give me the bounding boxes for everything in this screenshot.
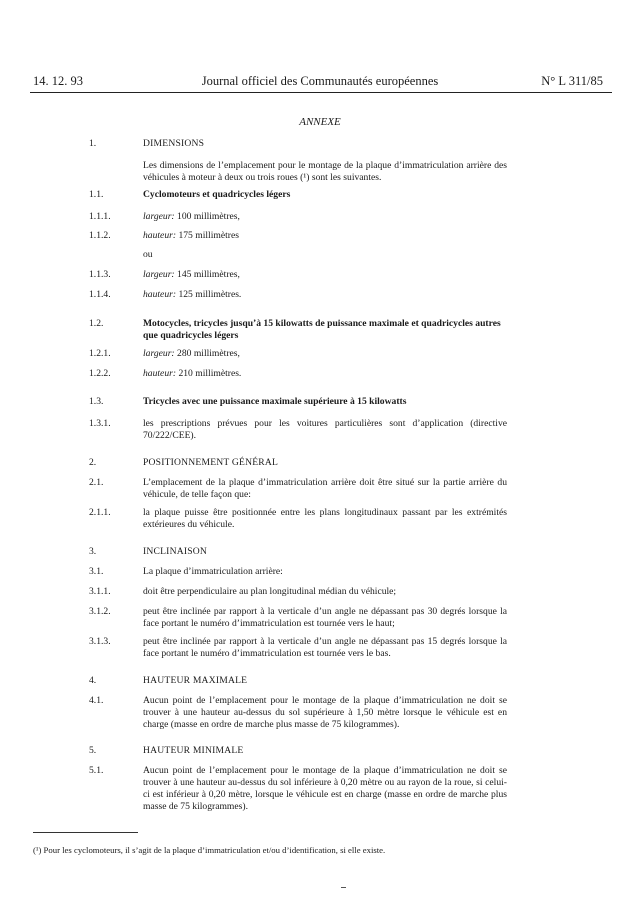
item-number: 1.3. [89, 396, 104, 407]
footnote-rule [33, 832, 138, 833]
item-text: 125 millimètres. [176, 289, 242, 300]
item-number: 4.1. [89, 695, 104, 706]
item-number: 3.1. [89, 566, 104, 577]
list-item [143, 230, 507, 242]
item-number: 1.3.1. [89, 418, 111, 429]
paragraph: Aucun point de l’emplacement pour le montage de la plaque d’immatriculation ne doit se trouver à une hauteur au-dessus du sol supérieure à 1,50 mètre lorsque le véhicule est en charge (masse en ordre de marche plus masse de 75 kilogrammes). [143, 695, 507, 730]
section-heading: HAUTEUR MAXIMALE [143, 675, 248, 686]
paragraph: peut être inclinée par rapport à la verticale d’un angle ne dépassant pas 15 degrés lorsque la face portant le numéro d’immatriculation est tournée vers le bas. [143, 636, 507, 659]
paragraph: peut être inclinée par rapport à la verticale d’un angle ne dépassant pas 30 degrés lorsque la face portant le numéro d’immatriculation est tournée vers le haut; [143, 606, 507, 629]
header-rule [30, 92, 612, 93]
paragraph: La plaque d’immatriculation arrière: [143, 566, 283, 577]
item-text: 100 millimètres, [174, 211, 240, 222]
item-text: 280 millimètres, [174, 348, 240, 359]
section-heading: HAUTEUR MINIMALE [143, 745, 244, 756]
item-number: 1.1.3. [89, 269, 111, 280]
paragraph: les prescriptions prévues pour les voitures particulières sont d’application (directive 70/222/CEE). [143, 418, 507, 441]
item-label: hauteur: [143, 368, 177, 379]
paragraph: Les dimensions de l’emplacement pour le montage de la plaque d’immatriculation arrière des véhicules à moteur à deux ou trois roues (¹) sont les suivantes. [143, 160, 507, 183]
item-number: 3.1.1. [89, 586, 111, 597]
item-number: 1.2.2. [89, 368, 111, 379]
paragraph: doit être perpendiculaire au plan longitudinal médian du véhicule; [143, 586, 397, 597]
header-page-reference: N° L 311/85 [541, 74, 603, 88]
item-number: 1.2. [89, 318, 104, 329]
item-text: 145 millimètres, [174, 269, 240, 280]
list-item [143, 289, 507, 301]
item-label: largeur: [143, 269, 175, 280]
item-number: 1.1. [89, 189, 104, 200]
item-number: 3. [89, 546, 97, 557]
item-number: 1.1.2. [89, 230, 111, 241]
item-label: largeur: [143, 211, 175, 222]
item-number: 3.1.3. [89, 636, 111, 647]
item-number: 2.1.1. [89, 507, 111, 518]
section-heading: DIMENSIONS [143, 138, 205, 149]
page-mark [341, 887, 346, 888]
list-item [143, 269, 507, 281]
paragraph: Aucun point de l’emplacement pour le montage de la plaque d’immatriculation ne doit se trouver à une hauteur au-dessus du sol inférieure à 0,20 mètre ou au rayon de la roue, si celui-ci est inférieur à 0,20 mètre, lorsque le véhicule est en charge (masse en ordre de marche plus masse de 75 kilogrammes). [143, 765, 507, 812]
section-heading: INCLINAISON [143, 546, 208, 557]
item-number: 5. [89, 745, 97, 756]
paragraph: la plaque puisse être positionnée entre les plans longitudinaux passant par les extrémités extérieures du véhicule. [143, 507, 507, 530]
item-label: hauteur: [143, 230, 177, 241]
item-number: 4. [89, 675, 97, 686]
section-heading: POSITIONNEMENT GÉNÉRAL [143, 457, 279, 468]
paragraph: L’emplacement de la plaque d’immatriculation arrière doit être situé sur la partie arrière du véhicule, de telle façon que: [143, 477, 507, 500]
item-number: 2.1. [89, 477, 104, 488]
item-number: 1.1.4. [89, 289, 111, 300]
list-item [143, 348, 507, 360]
item-number: 3.1.2. [89, 606, 111, 617]
item-number: 1.2.1. [89, 348, 111, 359]
list-item [143, 211, 507, 223]
subsection-heading: Motocycles, tricycles jusqu’à 15 kilowatts de puissance maximale et quadricycles autres que quadricycles légers [143, 318, 501, 341]
item-number: 5.1. [89, 765, 104, 776]
item-number: 1.1.1. [89, 211, 111, 222]
item-label: hauteur: [143, 289, 177, 300]
annex-title: ANNEXE [299, 116, 341, 128]
item-text: 210 millimètres. [176, 368, 242, 379]
header-journal-title: Journal officiel des Communautés européennes [201, 74, 439, 88]
connector-text: ou [143, 249, 153, 260]
header-date: 14. 12. 93 [33, 74, 83, 88]
item-label: largeur: [143, 348, 175, 359]
item-text: 175 millimètres [176, 230, 239, 241]
footnote: (¹) Pour les cyclomoteurs, il s’agit de la plaque d’immatriculation et/ou d’identification, si elle existe. [33, 845, 386, 855]
subsection-heading: Tricycles avec une puissance maximale supérieure à 15 kilowatts [143, 396, 407, 407]
list-item [143, 368, 507, 380]
item-number: 2. [89, 457, 97, 468]
subsection-heading: Cyclomoteurs et quadricycles légers [143, 189, 291, 200]
item-number: 1. [89, 138, 97, 149]
